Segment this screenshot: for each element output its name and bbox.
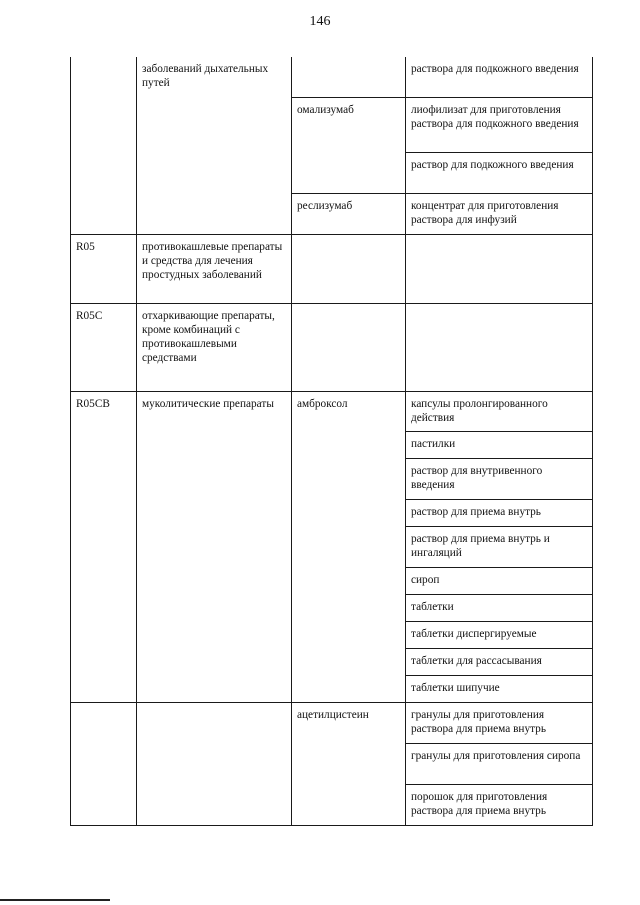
table-row xyxy=(71,235,593,304)
dosage-form-cell: таблетки для рассасывания xyxy=(406,649,593,676)
inn-cell: омализумаб xyxy=(292,98,406,194)
dosage-form-cell xyxy=(406,304,593,392)
dosage-form-cell: раствор для подкожного введения xyxy=(406,153,593,194)
drug-table xyxy=(70,57,593,826)
dosage-form-cell: таблетки xyxy=(406,595,593,622)
group-name-cell: муколитические препараты xyxy=(137,392,292,703)
dosage-form-cell: раствор для приема внутрь и ингаляций xyxy=(406,527,593,568)
dosage-form-cell: пастилки xyxy=(406,432,593,459)
dosage-form-cell: лиофилизат для приготовления раствора для подкожного введения xyxy=(406,98,593,153)
inn-cell: ацетилцистеин xyxy=(292,703,406,826)
dosage-form-cell: раствор для внутривенного введения xyxy=(406,459,593,500)
table-row xyxy=(71,304,593,392)
atc-code-cell xyxy=(71,703,137,826)
dosage-form-cell: раствор для приема внутрь xyxy=(406,500,593,527)
dosage-form-cell: раствора для подкожного введения xyxy=(406,57,593,98)
group-name-cell: отхаркивающие препараты, кроме комбинаций с противокашлевыми средствами xyxy=(137,304,292,392)
atc-code-cell: R05 xyxy=(71,235,137,304)
dosage-form-cell: сироп xyxy=(406,568,593,595)
page-number: 146 xyxy=(309,14,331,29)
dosage-form-cell: порошок для приготовления раствора для приема внутрь xyxy=(406,785,593,826)
dosage-form-cell: капсулы пролонгированного действия xyxy=(406,392,593,432)
group-name-cell xyxy=(137,703,292,826)
group-name-cell: заболеваний дыхательных путей xyxy=(137,57,292,235)
inn-cell: реслизумаб xyxy=(292,194,406,235)
group-name-cell: противокашлевые препараты и средства для лечения простудных заболеваний xyxy=(137,235,292,304)
table-row xyxy=(71,57,593,98)
dosage-form-cell: гранулы для приготовления сиропа xyxy=(406,744,593,785)
atc-code-cell: R05C xyxy=(71,304,137,392)
table-row xyxy=(71,392,593,432)
footer-rule xyxy=(0,899,110,901)
inn-cell xyxy=(292,235,406,304)
atc-code-cell xyxy=(71,57,137,235)
dosage-form-cell: таблетки шипучие xyxy=(406,676,593,703)
dosage-form-cell: гранулы для приготовления раствора для приема внутрь xyxy=(406,703,593,744)
dosage-form-cell: концентрат для приготовления раствора для инфузий xyxy=(406,194,593,235)
inn-cell xyxy=(292,57,406,98)
dosage-form-cell xyxy=(406,235,593,304)
dosage-form-cell: таблетки диспергируемые xyxy=(406,622,593,649)
inn-cell: амброксол xyxy=(292,392,406,703)
atc-code-cell: R05CB xyxy=(71,392,137,703)
table-row xyxy=(71,703,593,744)
inn-cell xyxy=(292,304,406,392)
